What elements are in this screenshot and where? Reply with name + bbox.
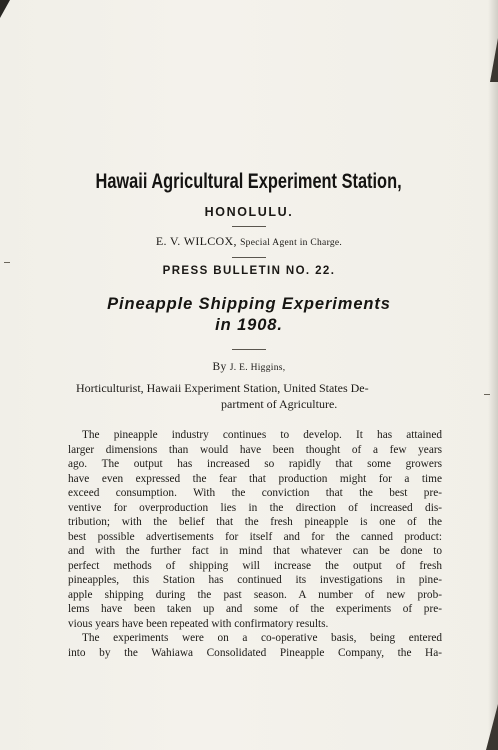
body-line: The experiments were on a co-operative basis, being entered <box>82 632 442 644</box>
body-line: pineapples, this Station has continued its investigations in pine- <box>68 574 442 586</box>
body-line: ago. The output has increased so rapidly that some growers <box>68 458 442 470</box>
byline-author: J. E. Higgins, <box>229 363 286 373</box>
page-edge-shadow <box>488 0 498 750</box>
margin-mark-left <box>4 262 10 263</box>
body-line: The pineapple industry continues to develop. It has attained <box>82 429 442 441</box>
body-line: exceed consumption. With the conviction that the best pre- <box>68 487 442 499</box>
byline <box>0 361 498 373</box>
affiliation-line-1: Horticulturist, Hawaii Experiment Station, United States De- <box>76 381 369 395</box>
body-line: vious years have been repeated with confirmatory results. <box>68 617 329 630</box>
rule-under-title <box>232 349 266 350</box>
body-line: tribution; with the belief that the fresh pineapple is one of the <box>68 516 442 528</box>
margin-mark-right <box>484 394 490 395</box>
agent-title: Special Agent in Charge. <box>240 238 343 248</box>
author-affiliation <box>76 380 436 412</box>
title-line-1: Pineapple Shipping Experiments <box>107 295 391 313</box>
body-line: larger dimensions than would have been thought of a few years <box>68 443 442 456</box>
bulletin-number: PRESS BULLETIN NO. 22. <box>162 265 336 277</box>
body-line: best possible advertisements for itself and for the canned product: <box>68 530 442 543</box>
institution-heading: Hawaii Agricultural Experiment Station, <box>95 170 402 193</box>
agent-name: E. V. WILCOX, <box>155 234 237 248</box>
rule-under-agent <box>232 257 266 258</box>
byline-prefix: By <box>212 361 227 373</box>
bulletin-title <box>0 294 498 336</box>
rule-under-city <box>232 226 266 227</box>
affiliation-line-2: partment of Agriculture. <box>221 397 338 411</box>
body-line: have even expressed the fear that production might for a time <box>68 472 442 485</box>
body-line: into by the Wahiawa Consolidated Pineapple Company, the Ha- <box>68 646 442 659</box>
agent-line <box>0 234 498 249</box>
page-corner-tear <box>0 0 10 18</box>
body-text <box>68 428 442 660</box>
body-line: and with the further fact in mind that whatever can be done to <box>68 545 442 557</box>
title-line-2: in 1908. <box>215 316 283 334</box>
body-line: ventive for overproduction lies in the direction of increased dis- <box>68 501 442 514</box>
body-line: perfect methods of shipping will increase the output of fresh <box>68 559 442 572</box>
city-heading: HONOLULU. <box>204 205 294 219</box>
body-line: apple shipping during the past season. A number of new prob- <box>68 588 442 601</box>
body-line: lems have been taken up and some of the experiments of pre- <box>68 603 442 615</box>
